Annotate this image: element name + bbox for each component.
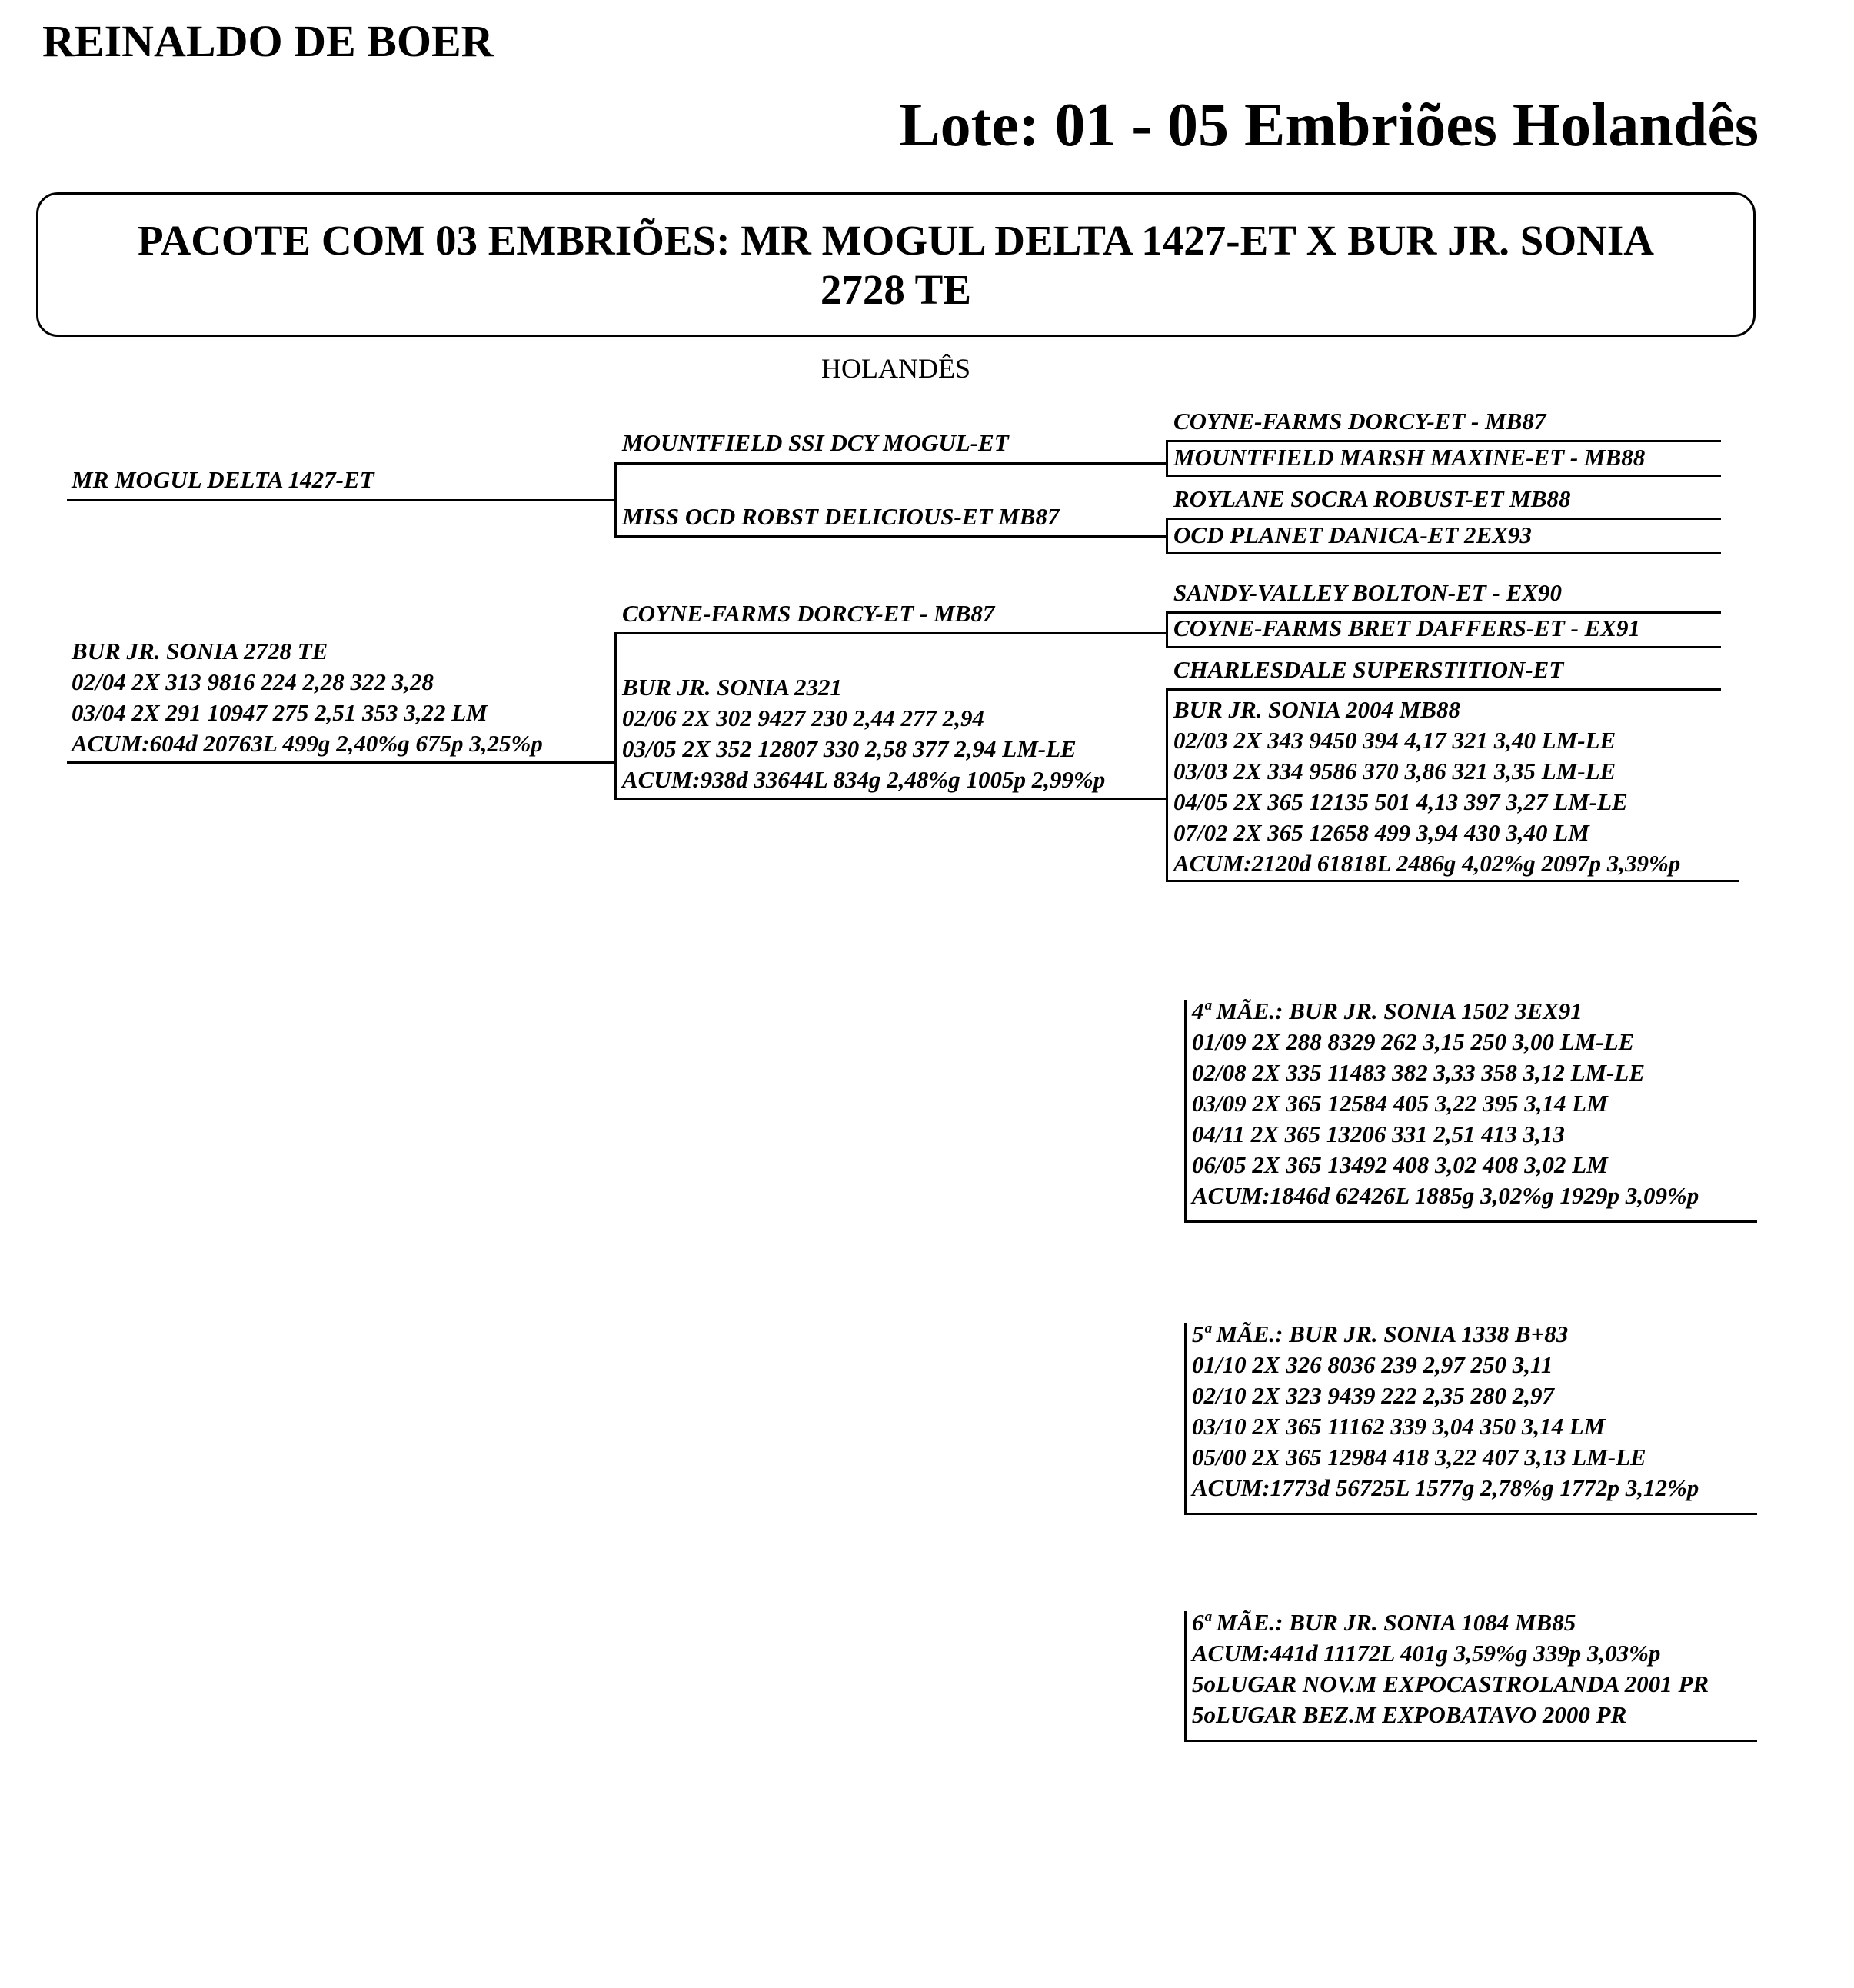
lot-title: Lote: 01 - 05 Embriões Holandês (899, 92, 1759, 159)
dam-branch-connector (614, 632, 617, 800)
breed-label: HOLANDÊS (821, 353, 970, 384)
fifth-dam-lactation: 05/00 2X 365 12984 418 3,22 407 3,13 LM-LE (1192, 1444, 1646, 1470)
dam-dam-dam-accumulated: ACUM:2120d 61818L 2486g 4,02%g 2097p 3,39%p (1173, 850, 1681, 877)
dam-dam-line (614, 798, 1168, 800)
dam-record (72, 636, 543, 759)
dam-dam-lactation: 03/05 2X 352 12807 330 2,58 377 2,94 LM-LE (622, 735, 1077, 762)
sire-dam-line (614, 535, 1168, 538)
fourth-dam-lactation: 01/09 2X 288 8329 262 3,15 250 3,00 LM-LE (1192, 1028, 1635, 1055)
dam-dam-accumulated: ACUM:938d 33644L 834g 2,48%g 1005p 2,99%p (622, 766, 1106, 793)
fifth-dam-accumulated: ACUM:1773d 56725L 1577g 2,78%g 1772p 3,12%p (1192, 1474, 1699, 1501)
fifth-dam-lactation: 02/10 2X 323 9439 222 2,35 280 2,97 (1192, 1382, 1555, 1409)
sire-sire-sire-name: COYNE-FARMS DORCY-ET - MB87 (1173, 408, 1546, 435)
fourth-dam-bracket (1184, 1000, 1187, 1223)
sixth-dam-record (1192, 1607, 1709, 1730)
dam-sire-dam-name: COYNE-FARMS BRET DAFFERS-ET - EX91 (1173, 614, 1640, 641)
fourth-dam-accumulated: ACUM:1846d 62426L 1885g 3,02%g 1929p 3,09%p (1192, 1182, 1699, 1209)
fifth-dam-lactation: 01/10 2X 326 8036 239 2,97 250 3,11 (1192, 1351, 1553, 1378)
fifth-dam-bracket (1184, 1323, 1187, 1515)
sire-sire-dam-name: MOUNTFIELD MARSH MAXINE-ET - MB88 (1173, 444, 1646, 471)
package-title-line1: PACOTE COM 03 EMBRIÕES: MR MOGUL DELTA 1427-ET X BUR JR. SONIA (137, 217, 1655, 264)
dam-name: BUR JR. SONIA 2728 TE (72, 638, 328, 664)
dam-dam-dam-lactation: 04/05 2X 365 12135 501 4,13 397 3,27 LM-LE (1173, 788, 1628, 815)
package-title-box (36, 192, 1756, 337)
fifth-dam-name: 5ª MÃE.: BUR JR. SONIA 1338 B+83 (1192, 1320, 1569, 1347)
fourth-dam-lactation: 04/11 2X 365 13206 331 2,51 413 3,13 (1192, 1121, 1565, 1147)
dam-dam-dam-lactation: 07/02 2X 365 12658 499 3,94 430 3,40 LM (1173, 819, 1589, 846)
dam-lactation: 03/04 2X 291 10947 275 2,51 353 3,22 LM (72, 699, 488, 726)
dam-dam-name: BUR JR. SONIA 2321 (622, 674, 842, 701)
fourth-dam-name: 4ª MÃE.: BUR JR. SONIA 1502 3EX91 (1192, 997, 1583, 1024)
dam-dam-dam-lactation: 03/03 2X 334 9586 370 3,86 321 3,35 LM-LE (1173, 758, 1616, 784)
dam-dam-dam-record (1173, 694, 1680, 879)
dam-accumulated: ACUM:604d 20763L 499g 2,40%g 675p 3,25%p (72, 730, 543, 757)
sixth-dam-line (1184, 1740, 1757, 1742)
dam-dam-dam-lactation: 02/03 2X 343 9450 394 4,17 321 3,40 LM-LE (1173, 727, 1616, 754)
fourth-dam-record (1192, 996, 1699, 1211)
sire-line (67, 499, 617, 501)
sixth-dam-accumulated: ACUM:441d 11172L 401g 3,59%g 339p 3,03%p (1192, 1640, 1661, 1667)
dam-dam-sire-line (1166, 688, 1721, 691)
fourth-dam-lactation: 06/05 2X 365 13492 408 3,02 408 3,02 LM (1192, 1151, 1608, 1178)
dam-lactation: 02/04 2X 313 9816 224 2,28 322 3,28 (72, 668, 434, 695)
fourth-dam-lactation: 03/09 2X 365 12584 405 3,22 395 3,14 LM (1192, 1090, 1608, 1117)
sire-sire-line (614, 462, 1168, 465)
dam-dam-dam-line (1166, 880, 1739, 882)
sixth-dam-award: 5oLUGAR NOV.M EXPOCASTROLANDA 2001 PR (1192, 1670, 1709, 1697)
fifth-dam-record (1192, 1319, 1699, 1503)
farm-name: REINALDO DE BOER (42, 16, 494, 66)
sire-dam-name: MISS OCD ROBST DELICIOUS-ET MB87 (622, 503, 1060, 530)
sixth-dam-bracket (1184, 1611, 1187, 1742)
dam-sire-sire-name: SANDY-VALLEY BOLTON-ET - EX90 (1173, 579, 1562, 606)
dam-dam-record (622, 672, 1105, 795)
dam-sire-name: COYNE-FARMS DORCY-ET - MB87 (622, 600, 995, 627)
fourth-dam-lactation: 02/08 2X 335 11483 382 3,33 358 3,12 LM-LE (1192, 1059, 1646, 1086)
sire-branch-connector (614, 462, 617, 538)
sire-dam-dam-name: OCD PLANET DANICA-ET 2EX93 (1173, 521, 1532, 548)
sire-name: MR MOGUL DELTA 1427-ET (72, 466, 374, 493)
fifth-dam-lactation: 03/10 2X 365 11162 339 3,04 350 3,14 LM (1192, 1413, 1606, 1440)
fourth-dam-line (1184, 1220, 1757, 1223)
sire-sire-dam-line (1166, 475, 1721, 477)
dam-dam-connector (1166, 688, 1168, 882)
sixth-dam-award: 5oLUGAR BEZ.M EXPOBATAVO 2000 PR (1192, 1701, 1627, 1728)
dam-dam-sire-name: CHARLESDALE SUPERSTITION-ET (1173, 656, 1564, 683)
dam-dam-dam-name: BUR JR. SONIA 2004 MB88 (1173, 696, 1460, 723)
sire-sire-name: MOUNTFIELD SSI DCY MOGUL-ET (622, 429, 1009, 456)
dam-dam-lactation: 02/06 2X 302 9427 230 2,44 277 2,94 (622, 704, 985, 731)
dam-line (67, 761, 617, 764)
sire-dam-connector (1166, 518, 1168, 554)
dam-sire-line (614, 632, 1168, 634)
sire-dam-dam-line (1166, 552, 1721, 554)
dam-sire-connector (1166, 611, 1168, 648)
sire-dam-sire-name: ROYLANE SOCRA ROBUST-ET MB88 (1173, 485, 1571, 512)
fifth-dam-line (1184, 1513, 1757, 1515)
package-title-line2: 2728 TE (820, 266, 972, 313)
dam-sire-dam-line (1166, 646, 1721, 648)
sixth-dam-name: 6ª MÃE.: BUR JR. SONIA 1084 MB85 (1192, 1609, 1576, 1636)
sire-sire-connector (1166, 440, 1168, 477)
